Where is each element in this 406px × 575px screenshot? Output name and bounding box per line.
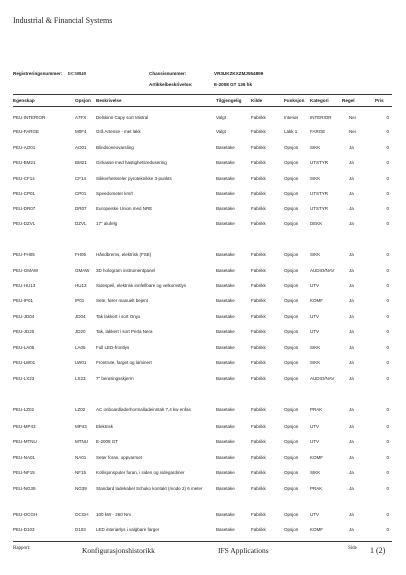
cell-pris: 0 bbox=[386, 424, 389, 429]
cell-egenskap: PEU-FARGE bbox=[13, 129, 40, 134]
cell-tilgjengelig: Basetake bbox=[216, 314, 235, 319]
cell-funksjon: Opsjon bbox=[284, 298, 299, 303]
cell-beskrivelse: AC onboardladerhormalladeinntak 7,4 kw enfas bbox=[96, 407, 191, 412]
footer-report-name: Konfigurasjonshistorikk bbox=[82, 546, 155, 555]
footer-rapport-label: Rapport: bbox=[13, 546, 31, 551]
cell-kategori: UTSTYR bbox=[310, 160, 328, 165]
cell-tilgjengelig: Basetake bbox=[216, 283, 235, 288]
cell-beskrivelse: Speedometer km/t bbox=[96, 191, 133, 196]
cell-beskrivelse: Delskinn Capy sort Mistral bbox=[96, 115, 149, 120]
cell-opsjon: A7FX bbox=[75, 115, 87, 120]
cell-kategori: UTV bbox=[310, 512, 319, 517]
cell-egenskap: PEU-FH05 bbox=[13, 252, 35, 257]
cell-kategori: SIKK bbox=[310, 360, 321, 365]
cell-pris: 0 bbox=[386, 221, 389, 226]
cell-kilde: Fabrikk bbox=[251, 115, 266, 120]
cell-beskrivelse: Tak lakkert i sort Onyx bbox=[96, 314, 141, 319]
cell-funksjon: Opsjon bbox=[284, 376, 299, 381]
header-divider bbox=[13, 94, 392, 95]
cell-opsjon: FH05 bbox=[75, 252, 87, 257]
cell-kategori: DEKK bbox=[310, 221, 323, 226]
cell-opsjon: IP01 bbox=[75, 298, 85, 303]
cell-pris: 0 bbox=[386, 345, 389, 350]
cell-egenskap: PEU-NA01 bbox=[13, 455, 36, 460]
cell-beskrivelse: E-2008 GT bbox=[96, 439, 119, 444]
cell-beskrivelse: Grå Artense - met lakk bbox=[96, 129, 141, 134]
cell-egenskap: PEU-NF15 bbox=[13, 470, 35, 475]
cell-tilgjengelig: Basetake bbox=[216, 221, 235, 226]
cell-pris: 0 bbox=[386, 439, 389, 444]
cell-regel: Ja bbox=[349, 283, 354, 288]
cell-beskrivelse: Håndbrems, elektrisk (FSE) bbox=[96, 252, 152, 257]
cell-tilgjengelig: Basetake bbox=[216, 145, 235, 150]
cell-pris: 0 bbox=[386, 407, 389, 412]
header-underline bbox=[13, 106, 392, 107]
cell-pris: 0 bbox=[386, 512, 389, 517]
cell-regel: Ja bbox=[349, 145, 354, 150]
cell-tilgjengelig: Basetake bbox=[216, 376, 235, 381]
cell-funksjon: Opsjon bbox=[284, 252, 299, 257]
cell-kategori: KOMF bbox=[310, 527, 323, 532]
cell-funksjon: Opsjon bbox=[284, 407, 299, 412]
cell-funksjon: Opsjon bbox=[284, 345, 299, 350]
cell-kilde: Fabrikk bbox=[251, 470, 266, 475]
cell-pris: 0 bbox=[386, 360, 389, 365]
cell-kategori: FARGE bbox=[310, 129, 326, 134]
cell-tilgjengelig: Basetake bbox=[216, 160, 235, 165]
cell-egenskap: PEU-MTNU bbox=[13, 439, 37, 444]
cell-pris: 0 bbox=[386, 486, 389, 491]
cell-tilgjengelig: Basetake bbox=[216, 512, 235, 517]
cell-regel: Ja bbox=[349, 329, 354, 334]
cell-kilde: Fabrikk bbox=[251, 129, 266, 134]
cell-kilde: Fabrikk bbox=[251, 329, 266, 334]
cell-egenskap: PEU-D103 bbox=[13, 527, 35, 532]
cell-funksjon: Opsjon bbox=[284, 160, 299, 165]
cell-funksjon: Opsjon bbox=[284, 512, 299, 517]
cell-beskrivelse: Sidespeil, elektrisk innfellbare og velkomstlys bbox=[96, 283, 187, 288]
cell-tilgjengelig: Basetake bbox=[216, 252, 235, 257]
cell-egenskap: PEU-OCGH bbox=[13, 512, 38, 517]
cell-opsjon: NG39 bbox=[75, 486, 87, 491]
cell-egenskap: PEU-INTERIOR bbox=[13, 115, 46, 120]
cell-kilde: Fabrikk bbox=[251, 407, 266, 412]
cell-tilgjengelig: Basetake bbox=[216, 298, 235, 303]
cell-opsjon: LW01 bbox=[75, 360, 87, 365]
cell-opsjon: JD04 bbox=[75, 314, 86, 319]
cell-opsjon: M0F4 bbox=[75, 129, 87, 134]
cell-opsjon: DR07 bbox=[75, 206, 87, 211]
cell-funksjon: Opsjon bbox=[284, 221, 299, 226]
cell-egenskap: PEU-CP01 bbox=[13, 191, 36, 196]
cell-opsjon: HU13 bbox=[75, 283, 87, 288]
cell-pris: 0 bbox=[386, 298, 389, 303]
cell-beskrivelse: 3D hologram instrumentpanel bbox=[96, 268, 156, 273]
cell-regel: Ja bbox=[349, 221, 354, 226]
cell-opsjon: BM21 bbox=[75, 160, 87, 165]
cell-kategori: PRAK bbox=[310, 486, 323, 491]
cell-pris: 0 bbox=[386, 191, 389, 196]
cell-tilgjengelig: Basetake bbox=[216, 527, 235, 532]
footer-side-label: Side bbox=[348, 546, 357, 551]
cell-kategori: PRAK bbox=[310, 407, 323, 412]
cell-funksjon: Opsjon bbox=[284, 486, 299, 491]
article-value: E-2008 GT 136 hk bbox=[214, 82, 253, 87]
col-regel: Regel bbox=[342, 98, 355, 103]
cell-egenskap: PEU-JD20 bbox=[13, 329, 35, 334]
cell-kilde: Fabrikk bbox=[251, 376, 266, 381]
cell-funksjon: Interiør bbox=[284, 115, 299, 120]
cell-pris: 0 bbox=[386, 470, 389, 475]
cell-regel: Ja bbox=[349, 298, 354, 303]
cell-kategori: UTSTYR bbox=[310, 191, 328, 196]
cell-egenskap: PEU-LW01 bbox=[13, 360, 36, 365]
cell-opsjon: JD20 bbox=[75, 329, 86, 334]
cell-pris: 0 bbox=[386, 206, 389, 211]
cell-regel: Ja bbox=[349, 407, 354, 412]
cell-tilgjengelig: Basetake bbox=[216, 486, 235, 491]
cell-funksjon: Opsjon bbox=[284, 145, 299, 150]
cell-tilgjengelig: Basetake bbox=[216, 360, 235, 365]
cell-kilde: Fabrikk bbox=[251, 345, 266, 350]
cell-regel: Nei bbox=[349, 115, 356, 120]
cell-regel: Ja bbox=[349, 486, 354, 491]
cell-funksjon: Opsjon bbox=[284, 470, 299, 475]
cell-kategori: UTV bbox=[310, 314, 319, 319]
cell-regel: Ja bbox=[349, 252, 354, 257]
cell-kategori: UTV bbox=[310, 329, 319, 334]
col-kilde: Kilde bbox=[251, 98, 263, 103]
cell-tilgjengelig: Basetake bbox=[216, 424, 235, 429]
cell-pris: 0 bbox=[386, 129, 389, 134]
cell-kategori: KOMF bbox=[310, 298, 323, 303]
cell-pris: 0 bbox=[386, 160, 389, 165]
reg-value: EC30840 bbox=[68, 71, 86, 76]
cell-tilgjengelig: Basetake bbox=[216, 439, 235, 444]
cell-beskrivelse: Sikkerhetsseler pyroteknikke 3-punkts bbox=[96, 176, 172, 181]
cell-opsjon: MP43 bbox=[75, 424, 87, 429]
cell-funksjon: Opsjon bbox=[284, 455, 299, 460]
cell-kilde: Fabrikk bbox=[251, 424, 266, 429]
footer-page-number: 1 (2) bbox=[370, 546, 386, 555]
cell-regel: Ja bbox=[349, 439, 354, 444]
cell-egenskap: PEU-JD04 bbox=[13, 314, 35, 319]
cell-kilde: Fabrikk bbox=[251, 145, 266, 150]
cell-kategori: SIKK bbox=[310, 470, 321, 475]
company-name: Industrial & Financial Systems bbox=[13, 16, 113, 25]
cell-funksjon: Opsjon bbox=[284, 329, 299, 334]
cell-tilgjengelig: Basetake bbox=[216, 407, 235, 412]
cell-regel: Ja bbox=[349, 176, 354, 181]
cell-egenskap: PEU-AO01 bbox=[13, 145, 36, 150]
cell-tilgjengelig: Basetake bbox=[216, 206, 235, 211]
cell-kategori: INTERIOR bbox=[310, 115, 332, 120]
cell-opsjon: D103 bbox=[75, 527, 86, 532]
cell-tilgjengelig: Basetake bbox=[216, 345, 235, 350]
cell-pris: 0 bbox=[386, 376, 389, 381]
cell-kilde: Fabrikk bbox=[251, 176, 266, 181]
cell-kategori: UTV bbox=[310, 439, 319, 444]
cell-opsjon: LA05 bbox=[75, 345, 86, 350]
cell-kilde: Fabrikk bbox=[251, 298, 266, 303]
cell-kilde: Fabrikk bbox=[251, 268, 266, 273]
cell-kilde: Fabrikk bbox=[251, 455, 266, 460]
cell-pris: 0 bbox=[386, 314, 389, 319]
cell-beskrivelse: LED interiørlys i valgbare farger bbox=[96, 527, 160, 532]
cell-regel: Ja bbox=[349, 268, 354, 273]
cell-kilde: Fabrikk bbox=[251, 439, 266, 444]
cell-kilde: Fabrikk bbox=[251, 527, 266, 532]
cell-funksjon: Opsjon bbox=[284, 176, 299, 181]
cell-regel: Ja bbox=[349, 470, 354, 475]
cell-pris: 0 bbox=[386, 115, 389, 120]
cell-kilde: Fabrikk bbox=[251, 221, 266, 226]
cell-regel: Ja bbox=[349, 376, 354, 381]
cell-funksjon: Opsjon bbox=[284, 314, 299, 319]
cell-pris: 0 bbox=[386, 176, 389, 181]
cell-funksjon: Opsjon bbox=[284, 424, 299, 429]
cell-kilde: Fabrikk bbox=[251, 252, 266, 257]
cell-kategori: AUDIO/NAV bbox=[310, 268, 335, 273]
cell-pris: 0 bbox=[386, 329, 389, 334]
cell-beskrivelse: 7" berøringsskjerm bbox=[96, 376, 134, 381]
cell-opsjon: CP01 bbox=[75, 191, 87, 196]
cell-regel: Ja bbox=[349, 191, 354, 196]
cell-beskrivelse: Elektrisk bbox=[96, 424, 114, 429]
col-opsjon: Opsjon bbox=[75, 98, 91, 103]
cell-kilde: Fabrikk bbox=[251, 283, 266, 288]
chassis-value: VR3UKZKXZMJ554899 bbox=[214, 71, 264, 76]
cell-regel: Ja bbox=[349, 527, 354, 532]
cell-kategori: SIKK bbox=[310, 176, 321, 181]
cell-kategori: UTSTYR bbox=[310, 206, 328, 211]
cell-funksjon: Opsjon bbox=[284, 206, 299, 211]
cell-pris: 0 bbox=[386, 252, 389, 257]
cell-opsjon: LX23 bbox=[75, 376, 86, 381]
cell-beskrivelse: Tak, lakkert i sort Perla Nera bbox=[96, 329, 153, 334]
cell-opsjon: GMAW bbox=[75, 268, 90, 273]
cell-regel: Ja bbox=[349, 424, 354, 429]
cell-tilgjengelig: Basetake bbox=[216, 470, 235, 475]
cell-egenskap: PEU-CF14 bbox=[13, 176, 35, 181]
cell-regel: Nei bbox=[349, 129, 356, 134]
cell-regel: Ja bbox=[349, 455, 354, 460]
cell-opsjon: OCGH bbox=[75, 512, 89, 517]
cell-beskrivelse: Europeiske Union med NRE bbox=[96, 206, 153, 211]
chassis-label: Chassisnummer: bbox=[149, 71, 187, 76]
cell-egenskap: PEU-HU13 bbox=[13, 283, 36, 288]
cell-funksjon: Opsjon bbox=[284, 283, 299, 288]
cell-regel: Ja bbox=[349, 206, 354, 211]
cell-tilgjengelig: Basetake bbox=[216, 455, 235, 460]
cell-beskrivelse: Girkasse med hastighetsredusering bbox=[96, 160, 167, 165]
cell-tilgjengelig: Basetake bbox=[216, 329, 235, 334]
col-kategori: Kategori bbox=[310, 98, 329, 103]
cell-regel: Ja bbox=[349, 360, 354, 365]
cell-kategori: SIKK bbox=[310, 345, 321, 350]
cell-egenskap: PEU-LZ02 bbox=[13, 407, 35, 412]
cell-opsjon: MTNU bbox=[75, 439, 88, 444]
cell-egenskap: PEU-MP43 bbox=[13, 424, 36, 429]
col-pris: Pris bbox=[375, 98, 384, 103]
cell-tilgjengelig: Basetake bbox=[216, 176, 235, 181]
cell-kategori: SIKK bbox=[310, 145, 321, 150]
cell-opsjon: AO01 bbox=[75, 145, 87, 150]
article-label: Artikkelbeskrivelse: bbox=[149, 82, 193, 87]
cell-kilde: Fabrikk bbox=[251, 160, 266, 165]
cell-beskrivelse: Standard ladekabel Schuko kontakt (mode 2) 6 meter bbox=[96, 486, 203, 491]
cell-opsjon: NA01 bbox=[75, 455, 87, 460]
cell-opsjon: LZ02 bbox=[75, 407, 86, 412]
cell-pris: 0 bbox=[386, 145, 389, 150]
cell-funksjon: Opsjon bbox=[284, 439, 299, 444]
footer-system: IFS Applications bbox=[218, 546, 269, 555]
cell-beskrivelse: Frontrute, farget og laminert bbox=[96, 360, 152, 365]
cell-pris: 0 bbox=[386, 283, 389, 288]
cell-egenskap: PEU-BM21 bbox=[13, 160, 36, 165]
cell-egenskap: PEU-IP01 bbox=[13, 298, 34, 303]
cell-pris: 0 bbox=[386, 268, 389, 273]
cell-beskrivelse: 17" alufelg bbox=[96, 221, 118, 226]
cell-opsjon: NF15 bbox=[75, 470, 87, 475]
col-egenskap: Egenskap bbox=[13, 98, 35, 103]
cell-kategori: AUDIO/NAV bbox=[310, 376, 335, 381]
cell-regel: Ja bbox=[349, 160, 354, 165]
reg-label: Registreringsnummer: bbox=[13, 71, 63, 76]
cell-kategori: UTV bbox=[310, 424, 319, 429]
cell-beskrivelse: Blindsoneovarsling bbox=[96, 145, 134, 150]
col-funksjon: Funksjon bbox=[284, 98, 305, 103]
cell-egenskap: PEU-DZVL bbox=[13, 221, 36, 226]
cell-regel: Ja bbox=[349, 345, 354, 350]
cell-kilde: Fabrikk bbox=[251, 360, 266, 365]
footer-divider bbox=[13, 541, 392, 542]
cell-kategori: KOMF bbox=[310, 455, 323, 460]
cell-egenskap: PEU-GMAW bbox=[13, 268, 39, 273]
cell-kilde: Fabrikk bbox=[251, 486, 266, 491]
cell-regel: Ja bbox=[349, 314, 354, 319]
cell-kategori: SIKK bbox=[310, 252, 321, 257]
cell-tilgjengelig: Basetake bbox=[216, 268, 235, 273]
cell-pris: 0 bbox=[386, 455, 389, 460]
cell-opsjon: CF14 bbox=[75, 176, 87, 181]
cell-regel: Ja bbox=[349, 512, 354, 517]
cell-pris: 0 bbox=[386, 527, 389, 532]
cell-egenskap: PEU-NG39 bbox=[13, 486, 36, 491]
cell-kilde: Fabrikk bbox=[251, 314, 266, 319]
cell-kilde: Fabrikk bbox=[251, 512, 266, 517]
cell-kilde: Fabrikk bbox=[251, 206, 266, 211]
col-tilgjengelig: Tilgjengelig bbox=[216, 98, 242, 103]
cell-funksjon: Opsjon bbox=[284, 191, 299, 196]
cell-beskrivelse: Full LED-frontlys bbox=[96, 345, 130, 350]
cell-funksjon: Opsjon bbox=[284, 527, 299, 532]
cell-tilgjengelig: Basetake bbox=[216, 191, 235, 196]
cell-beskrivelse: 100 kW - 260 Nm bbox=[96, 512, 132, 517]
cell-beskrivelse: Seter foran, oppvarmet bbox=[96, 455, 143, 460]
col-beskrivelse: Beskrivelse bbox=[96, 98, 122, 103]
cell-tilgjengelig: Valgt bbox=[216, 115, 226, 120]
cell-funksjon: Opsjon bbox=[284, 268, 299, 273]
cell-egenskap: PEU-LA05 bbox=[13, 345, 35, 350]
cell-beskrivelse: Kollisjonsputer foran, i siden og sidegardiner bbox=[96, 470, 185, 475]
cell-kategori: UTV bbox=[310, 283, 319, 288]
cell-egenskap: PEU-DR07 bbox=[13, 206, 36, 211]
cell-beskrivelse: Sete, fører manuelt bejent bbox=[96, 298, 149, 303]
cell-kilde: Fabrikk bbox=[251, 191, 266, 196]
cell-funksjon: Opsjon bbox=[284, 360, 299, 365]
cell-egenskap: PEU-LX23 bbox=[13, 376, 35, 381]
cell-funksjon: Lakk 1 bbox=[284, 129, 298, 134]
cell-opsjon: DZVL bbox=[75, 221, 87, 226]
cell-tilgjengelig: Valgt bbox=[216, 129, 226, 134]
